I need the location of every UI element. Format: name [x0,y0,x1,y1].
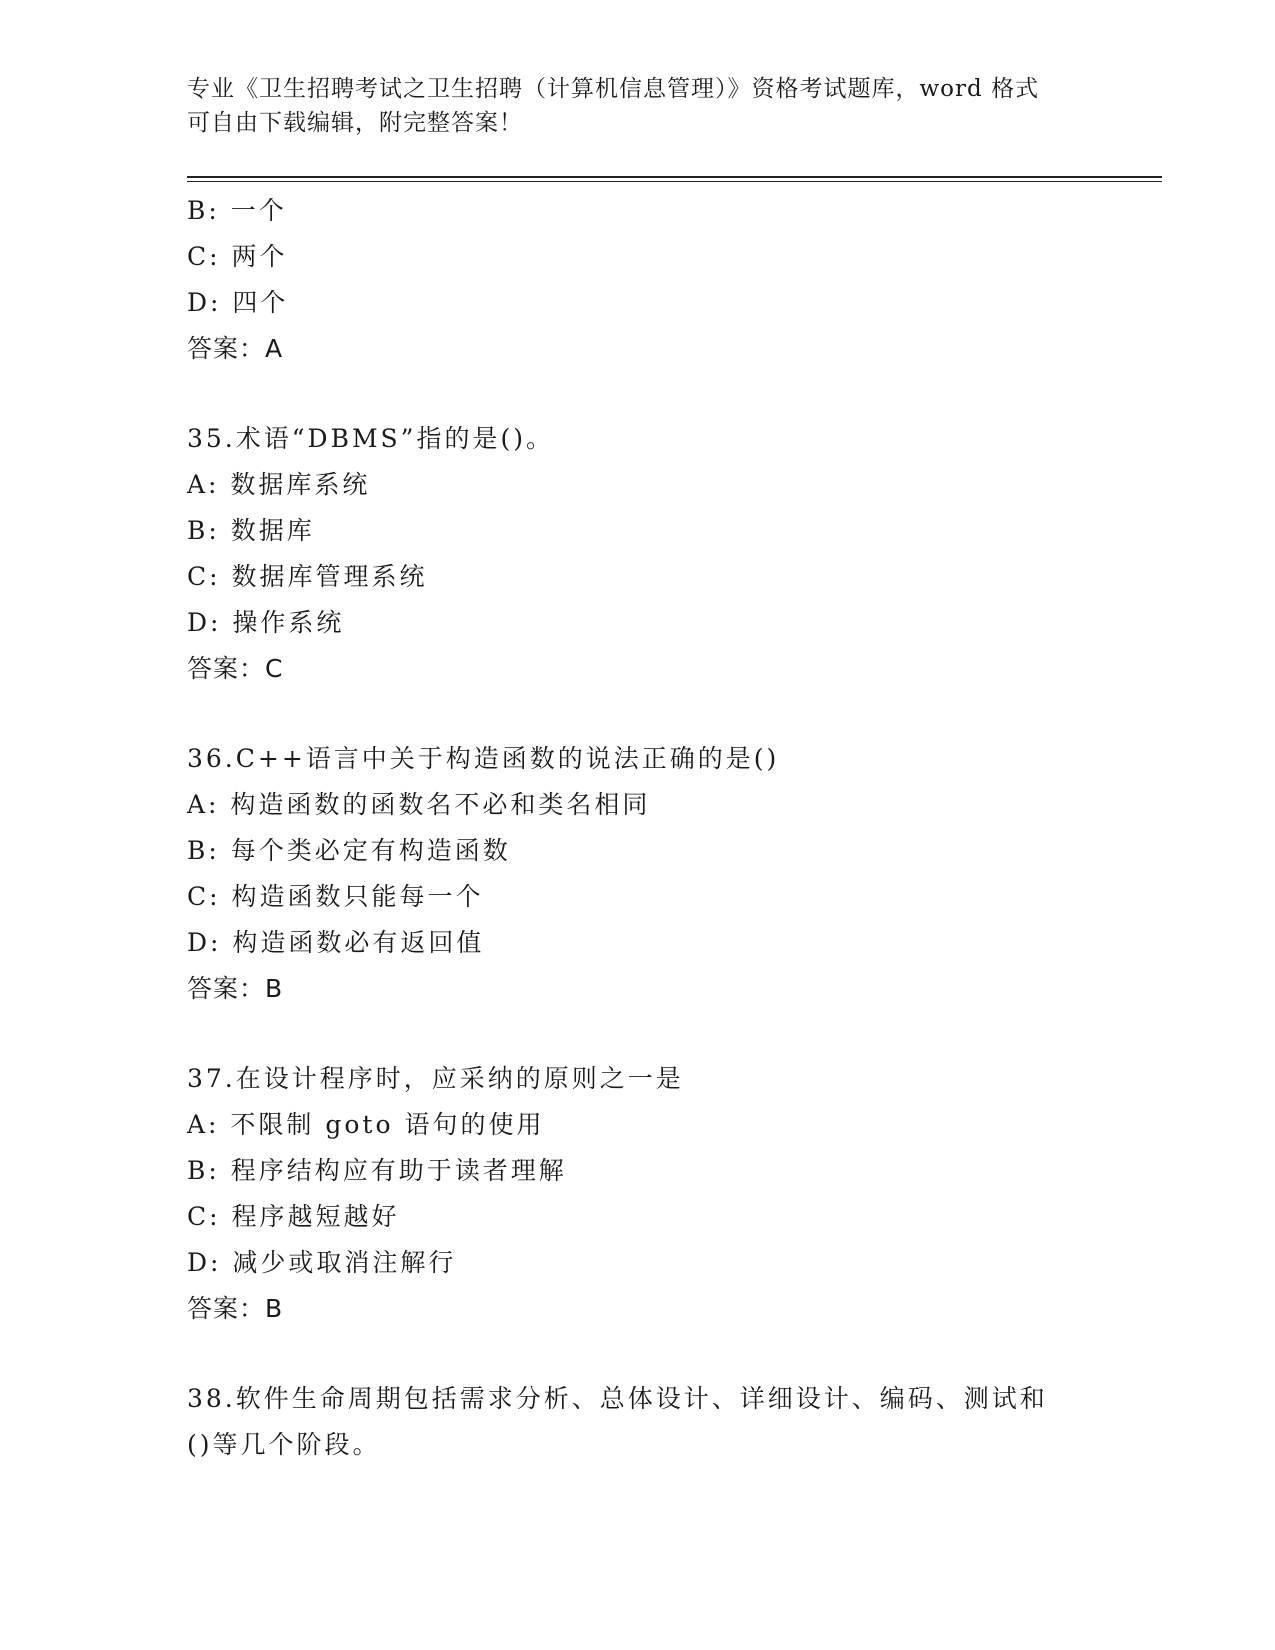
header-divider-thin [187,181,1162,182]
question-block-38 [187,1376,1087,1468]
question-block-34 [187,188,1087,372]
document-header [187,72,1087,140]
question-stem: 35.术语“DBMS”指的是()。 [187,424,554,453]
header-line-1: 专业《卫生招聘考试之卫生招聘（计算机信息管理）》资格考试题库，word 格式 [187,76,1040,102]
question-block-36 [187,736,1087,1012]
question-block-35 [187,416,1087,692]
header-line-2: 可自由下载编辑，附完整答案！ [187,110,523,136]
option-b: B: 数据库 [187,516,315,545]
answer-label: 答案：A [187,334,284,363]
option-c: C: 构造函数只能每一个 [187,882,484,911]
answer-label: 答案：B [187,974,284,1003]
option-c: C: 程序越短越好 [187,1202,400,1231]
option-d: D: 操作系统 [187,608,345,637]
question-list [187,188,1087,1468]
option-b: B: 一个 [187,196,287,225]
option-a: A: 不限制 goto 语句的使用 [187,1110,545,1139]
answer-label: 答案：C [187,654,284,683]
question-stem-line-2: ()等几个阶段。 [187,1430,381,1459]
question-stem: 37.在设计程序时，应采纳的原则之一是 [187,1064,684,1093]
question-stem-line-1: 38.软件生命周期包括需求分析、总体设计、详细设计、编码、测试和 [187,1384,1048,1413]
question-block-37 [187,1056,1087,1332]
answer-label: 答案：B [187,1294,284,1323]
option-c: C: 数据库管理系统 [187,562,428,591]
option-c: C: 两个 [187,242,288,271]
option-d: D: 构造函数必有返回值 [187,928,485,957]
option-d: D: 减少或取消注解行 [187,1248,457,1277]
header-divider-thick [187,176,1162,178]
option-d: D: 四个 [187,288,289,317]
option-a: A: 构造函数的函数名不必和类名相同 [187,790,651,819]
option-b: B: 每个类必定有构造函数 [187,836,511,865]
question-stem: 36.C++语言中关于构造函数的说法正确的是() [187,744,780,773]
option-b: B: 程序结构应有助于读者理解 [187,1156,567,1185]
option-a: A: 数据库系统 [187,470,371,499]
